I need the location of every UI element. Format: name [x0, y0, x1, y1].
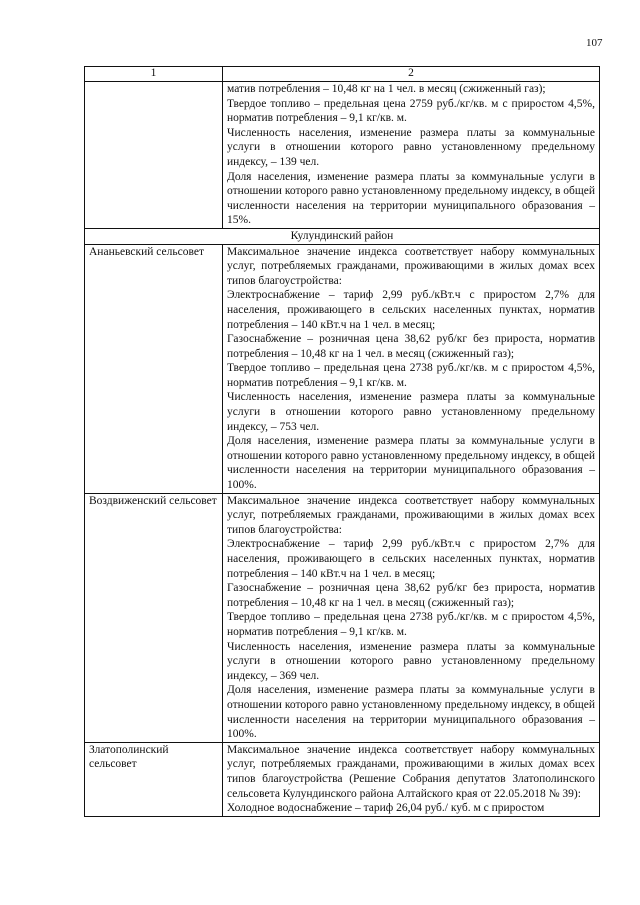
column-header-2: 2	[223, 67, 600, 82]
paragraph: Численность населения, изменение размера платы за коммунальные услуги в отношении которого равно установленному предельному индексу, – 753 чел.	[227, 391, 595, 433]
table-row	[85, 244, 600, 493]
paragraph: матив потребления – 10,48 кг на 1 чел. в месяц (сжиженный газ);	[227, 83, 546, 95]
tariff-table	[84, 66, 600, 817]
table-row	[85, 742, 600, 816]
paragraph: Доля населения, изменение размера платы за коммунальные услуги в отношении которого равно установленному предельному индексу, в общей численности населения на территории муниципального образования – 15%.	[227, 170, 595, 227]
paragraph: Максимальное значение индекса соответствует набору коммунальных услуг, потребляемых гражданами, проживающими в жилых домах всех типов благоустройства (Решение Собрания депутатов Златополинского сельсовета Кулундинского района Алтайского края от 22.05.2018 № 39):	[227, 743, 595, 800]
municipality-name: Воздвиженский сельсовет	[85, 493, 223, 742]
description-cell	[223, 244, 600, 493]
paragraph: Электроснабжение – тариф 2,99 руб./кВт.ч с приростом 2,7% для населения, проживающего в сельских населенных пунктах, норматив потребления – 140 кВт.ч на 1 чел. в месяц;	[227, 289, 595, 331]
section-title: Кулундинский район	[85, 228, 600, 244]
paragraph: Газоснабжение – розничная цена 38,62 руб/кг без прироста, норматив потребления – 10,48 кг на 1 чел. в месяц (сжиженный газ);	[227, 582, 595, 609]
table-header-row	[85, 67, 600, 82]
continuation-row	[85, 82, 600, 229]
paragraph: Численность населения, изменение размера платы за коммунальные услуги в отношении которого равно установленному предельному индексу, – 139 чел.	[227, 126, 595, 168]
paragraph: Электроснабжение – тариф 2,99 руб./кВт.ч с приростом 2,7% для населения, проживающего в сельских населенных пунктах, норматив потребления – 140 кВт.ч на 1 чел. в месяц;	[227, 538, 595, 580]
paragraph: Максимальное значение индекса соответствует набору коммунальных услуг, потребляемых гражданами, проживающими в жилых домах всех типов благоустройства:	[227, 245, 595, 287]
empty-name-cell	[85, 82, 223, 229]
paragraph: Твердое топливо – предельная цена 2759 руб./кг/кв. м с приростом 4,5%, норматив потребления – 9,1 кг/кв. м.	[227, 97, 595, 125]
description-cell	[223, 493, 600, 742]
paragraph: Численность населения, изменение размера платы за коммунальные услуги в отношении которого равно установленному предельному индексу, – 369 чел.	[227, 640, 595, 682]
paragraph: Твердое топливо – предельная цена 2738 руб./кг/кв. м с приростом 4,5%, норматив потребления – 9,1 кг/кв. м.	[227, 362, 595, 389]
municipality-name: Златополинский сельсовет	[85, 742, 223, 816]
paragraph: Доля населения, изменение размера платы за коммунальные услуги в отношении которого равно установленному предельному индексу, в общей численности населения на территории муниципального образования – 100%.	[227, 684, 595, 741]
continuation-cell	[223, 82, 600, 229]
paragraph: Газоснабжение – розничная цена 38,62 руб/кг без прироста, норматив потребления – 10,48 кг на 1 чел. в месяц (сжиженный газ);	[227, 333, 595, 360]
table-row	[85, 493, 600, 742]
page-number: 107	[586, 37, 603, 49]
municipality-name: Ананьевский сельсовет	[85, 244, 223, 493]
column-header-1: 1	[85, 67, 223, 82]
paragraph: Холодное водоснабжение – тариф 26,04 руб./ куб. м с приростом	[227, 802, 545, 815]
paragraph: Доля населения, изменение размера платы за коммунальные услуги в отношении которого равно установленному предельному индексу, в общей численности населения на территории муниципального образования – 100%.	[227, 435, 595, 492]
paragraph: Максимальное значение индекса соответствует набору коммунальных услуг, потребляемых гражданами, проживающими в жилых домах всех типов благоустройства:	[227, 494, 595, 536]
paragraph: Твердое топливо – предельная цена 2738 руб./кг/кв. м с приростом 4,5%, норматив потребления – 9,1 кг/кв. м.	[227, 611, 595, 638]
description-cell	[223, 742, 600, 816]
section-row	[85, 228, 600, 244]
